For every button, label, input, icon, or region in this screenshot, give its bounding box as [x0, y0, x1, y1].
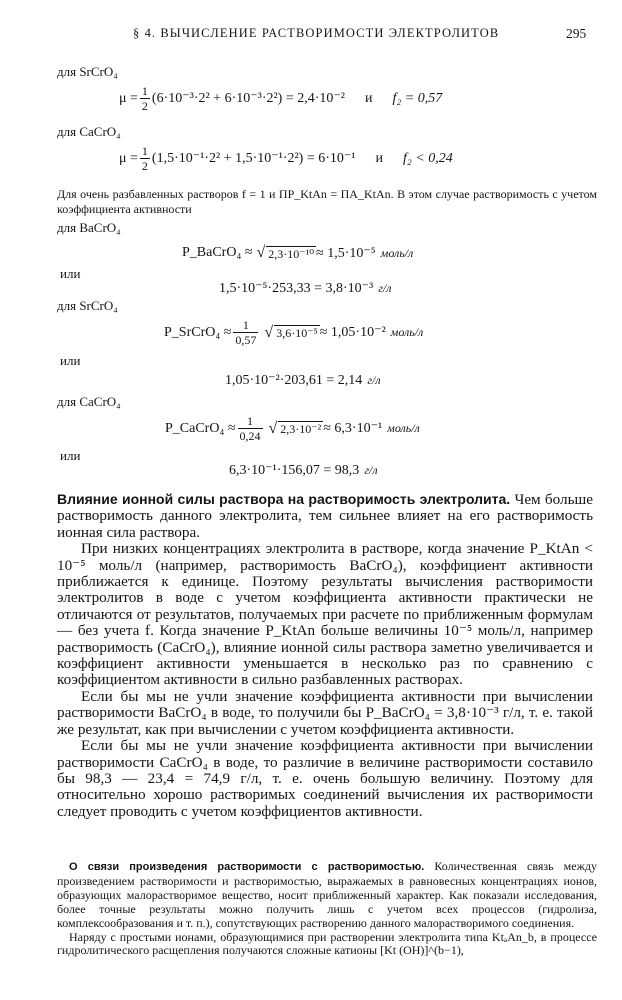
paragraph: Если бы мы не учли значение коэффициента активности при вычислении растворимости BaCrO₄ в воде, то получили бы P_BaCrO₄ = 3,8·10⁻³ г/л, т. е. такой же результат, как при вычислении с учетом коэффициента активности. — [57, 687, 593, 738]
label-srcro4: для SrCrO₄ — [57, 298, 118, 313]
eq-lhs: μ = — [119, 150, 138, 166]
equation-mass-srcro4 — [225, 372, 381, 389]
page-number: 295 — [566, 26, 587, 41]
or-label: или — [60, 266, 81, 281]
eq-lhs: P_SrCrO₄ ≈ — [164, 324, 232, 340]
fraction-numerator: 1 — [141, 84, 148, 98]
eq-rhs: ≈ 6,3·10⁻¹ — [323, 421, 383, 436]
section-solubility-product — [57, 860, 597, 958]
eq-lhs: μ = — [119, 90, 138, 106]
sqrt-icon: √ — [264, 323, 274, 341]
paragraph — [57, 860, 597, 931]
eq-rhs: ≈ 1,5·10⁻⁵ — [316, 245, 376, 261]
radicand: 2,3·10⁻¹⁰ — [268, 246, 315, 261]
fraction — [140, 84, 150, 113]
radicand: 2,3·10⁻² — [280, 422, 322, 436]
calc: 1,05·10⁻²·203,61 = 2,14 — [225, 373, 363, 388]
fraction-numerator: 1 — [247, 414, 254, 428]
eq-expression: (1,5·10⁻¹·2² + 1,5·10⁻¹·2²) = 6·10⁻¹ — [151, 151, 356, 166]
fraction-denominator: 0,57 — [235, 333, 257, 347]
equation-solubility-srcro4 — [164, 318, 423, 347]
paragraph: При низких концентрациях электролита в растворе, когда значение P_KtAn < 10⁻⁵ моль/л (например, растворимость BaCrO₄), коэффициент активности приближается к единице. Поэтому результаты вычисления растворимости электролитов в воде с учетом коэффициента активности практически не отличаются от результатов, получаемых при расчете по приближенным формулам — без учета f. Когда значение P_KtAn больше величины 10⁻⁵ моль/л, например растворимость (CaCrO₄), влияние ионной силы раствора заметно увеличивается и коэффициент активности уменьшается в несколько раз по сравнению с коэффициентом активности в сильно разбавленных растворах. — [57, 540, 593, 689]
subsection-heading: О связи произведения растворимости с растворимостью. — [69, 861, 425, 873]
calc: 1,5·10⁻⁵·253,33 = 3,8·10⁻³ — [219, 281, 374, 296]
eq-and: и — [375, 150, 383, 166]
dilute-solution-note: Для очень разбавленных растворов f = 1 и ПР_KtAn = ПА_KtAn. В этом случае растворимость с учетом коэффициента активности — [57, 187, 597, 216]
label-cacro4-ionic: для CaCrO₄ — [57, 124, 121, 139]
equation-ionic-strength-cacro4 — [119, 144, 453, 173]
header-title: § 4. ВЫЧИСЛЕНИЕ РАСТВОРИМОСТИ ЭЛЕКТРОЛИТОВ — [133, 26, 500, 40]
activity-coefficient: f₂ < 0,24 — [403, 150, 453, 166]
unit: моль/л — [390, 325, 424, 339]
fraction-numerator: 1 — [242, 318, 249, 332]
paragraph: Если бы мы не учли значение коэффициента активности при вычислении растворимости CaCrO₄ в воде, то различие в величине растворимости составило бы 98,3 — 23,4 = 74,9 г/л, т. е. очень большую величину. Поэтому для относительно хорошо растворимых соединений вычисления их растворимости следует проводить с учетом коэффициентов активности. — [57, 737, 593, 820]
fraction-denominator: 2 — [141, 159, 148, 173]
section-ionic-strength — [57, 491, 593, 820]
unit: г/л — [367, 373, 381, 387]
eq-rhs: ≈ 1,05·10⁻² — [319, 325, 386, 340]
unit: моль/л — [380, 245, 414, 260]
paragraph-text: Чем больше растворимость данного электролита, тем сильнее влияет на его растворимость ионная сила раствора. — [57, 491, 593, 541]
running-header — [0, 26, 622, 46]
eq-expression: (6·10⁻³·2² + 6·10⁻³·2²) = 2,4·10⁻² — [151, 91, 345, 106]
unit: моль/л — [387, 421, 420, 435]
paragraph — [57, 491, 593, 541]
activity-coefficient: f₂ = 0,57 — [392, 90, 443, 106]
eq-lhs: P_BaCrO₄ ≈ — [182, 245, 253, 260]
eq-lhs: P_CaCrO₄ ≈ — [165, 420, 236, 436]
or-label: или — [60, 353, 81, 368]
paragraph-text: Количественная связь между произведением растворимости и растворимостью, выражаемых в равновесных концентрациях ионов, образующих малорастворимое вещество, носит приближенный характер. Как показали исследования, более точные результаты можно получить лишь с учетом всех процессов (гидролиза, комплексообразования и т. п.), сопутствующих растворению данного малорастворимого соединения. — [57, 859, 598, 930]
sqrt-icon: √ — [268, 419, 278, 437]
fraction — [140, 144, 150, 173]
unit: г/л — [378, 281, 392, 295]
fraction — [233, 318, 258, 347]
paragraph: Наряду с простыми ионами, образующимися при растворении электролита типа KtₐAn_b, в процессе гидролитического расщепления получаются сложные катионы [Kt (OH)]^(b−1), — [57, 929, 597, 958]
eq-and: и — [365, 90, 373, 106]
equation-solubility-cacro4 — [165, 414, 420, 443]
label-bacro4: для BaCrO₄ — [57, 220, 121, 235]
sqrt-icon: √ — [256, 244, 266, 261]
unit: г/л — [364, 463, 378, 477]
equation-mass-cacro4 — [229, 462, 378, 479]
radicand: 3,6·10⁻⁵ — [276, 326, 318, 340]
label-cacro4: для CaCrO₄ — [57, 394, 121, 409]
section-heading: Влияние ионной силы раствора на растворимость электролита. — [57, 491, 511, 507]
fraction-denominator: 2 — [141, 99, 148, 113]
equation-ionic-strength-srcro4 — [119, 84, 442, 113]
calc: 6,3·10⁻¹·156,07 = 98,3 — [229, 463, 360, 478]
fraction-numerator: 1 — [141, 144, 148, 158]
equation-solubility-bacro4 — [182, 244, 413, 262]
or-label: или — [60, 448, 81, 463]
fraction — [238, 414, 263, 443]
label-srcro4-ionic: для SrCrO₄ — [57, 64, 118, 79]
fraction-denominator: 0,24 — [239, 429, 261, 443]
equation-mass-bacro4 — [219, 280, 392, 297]
